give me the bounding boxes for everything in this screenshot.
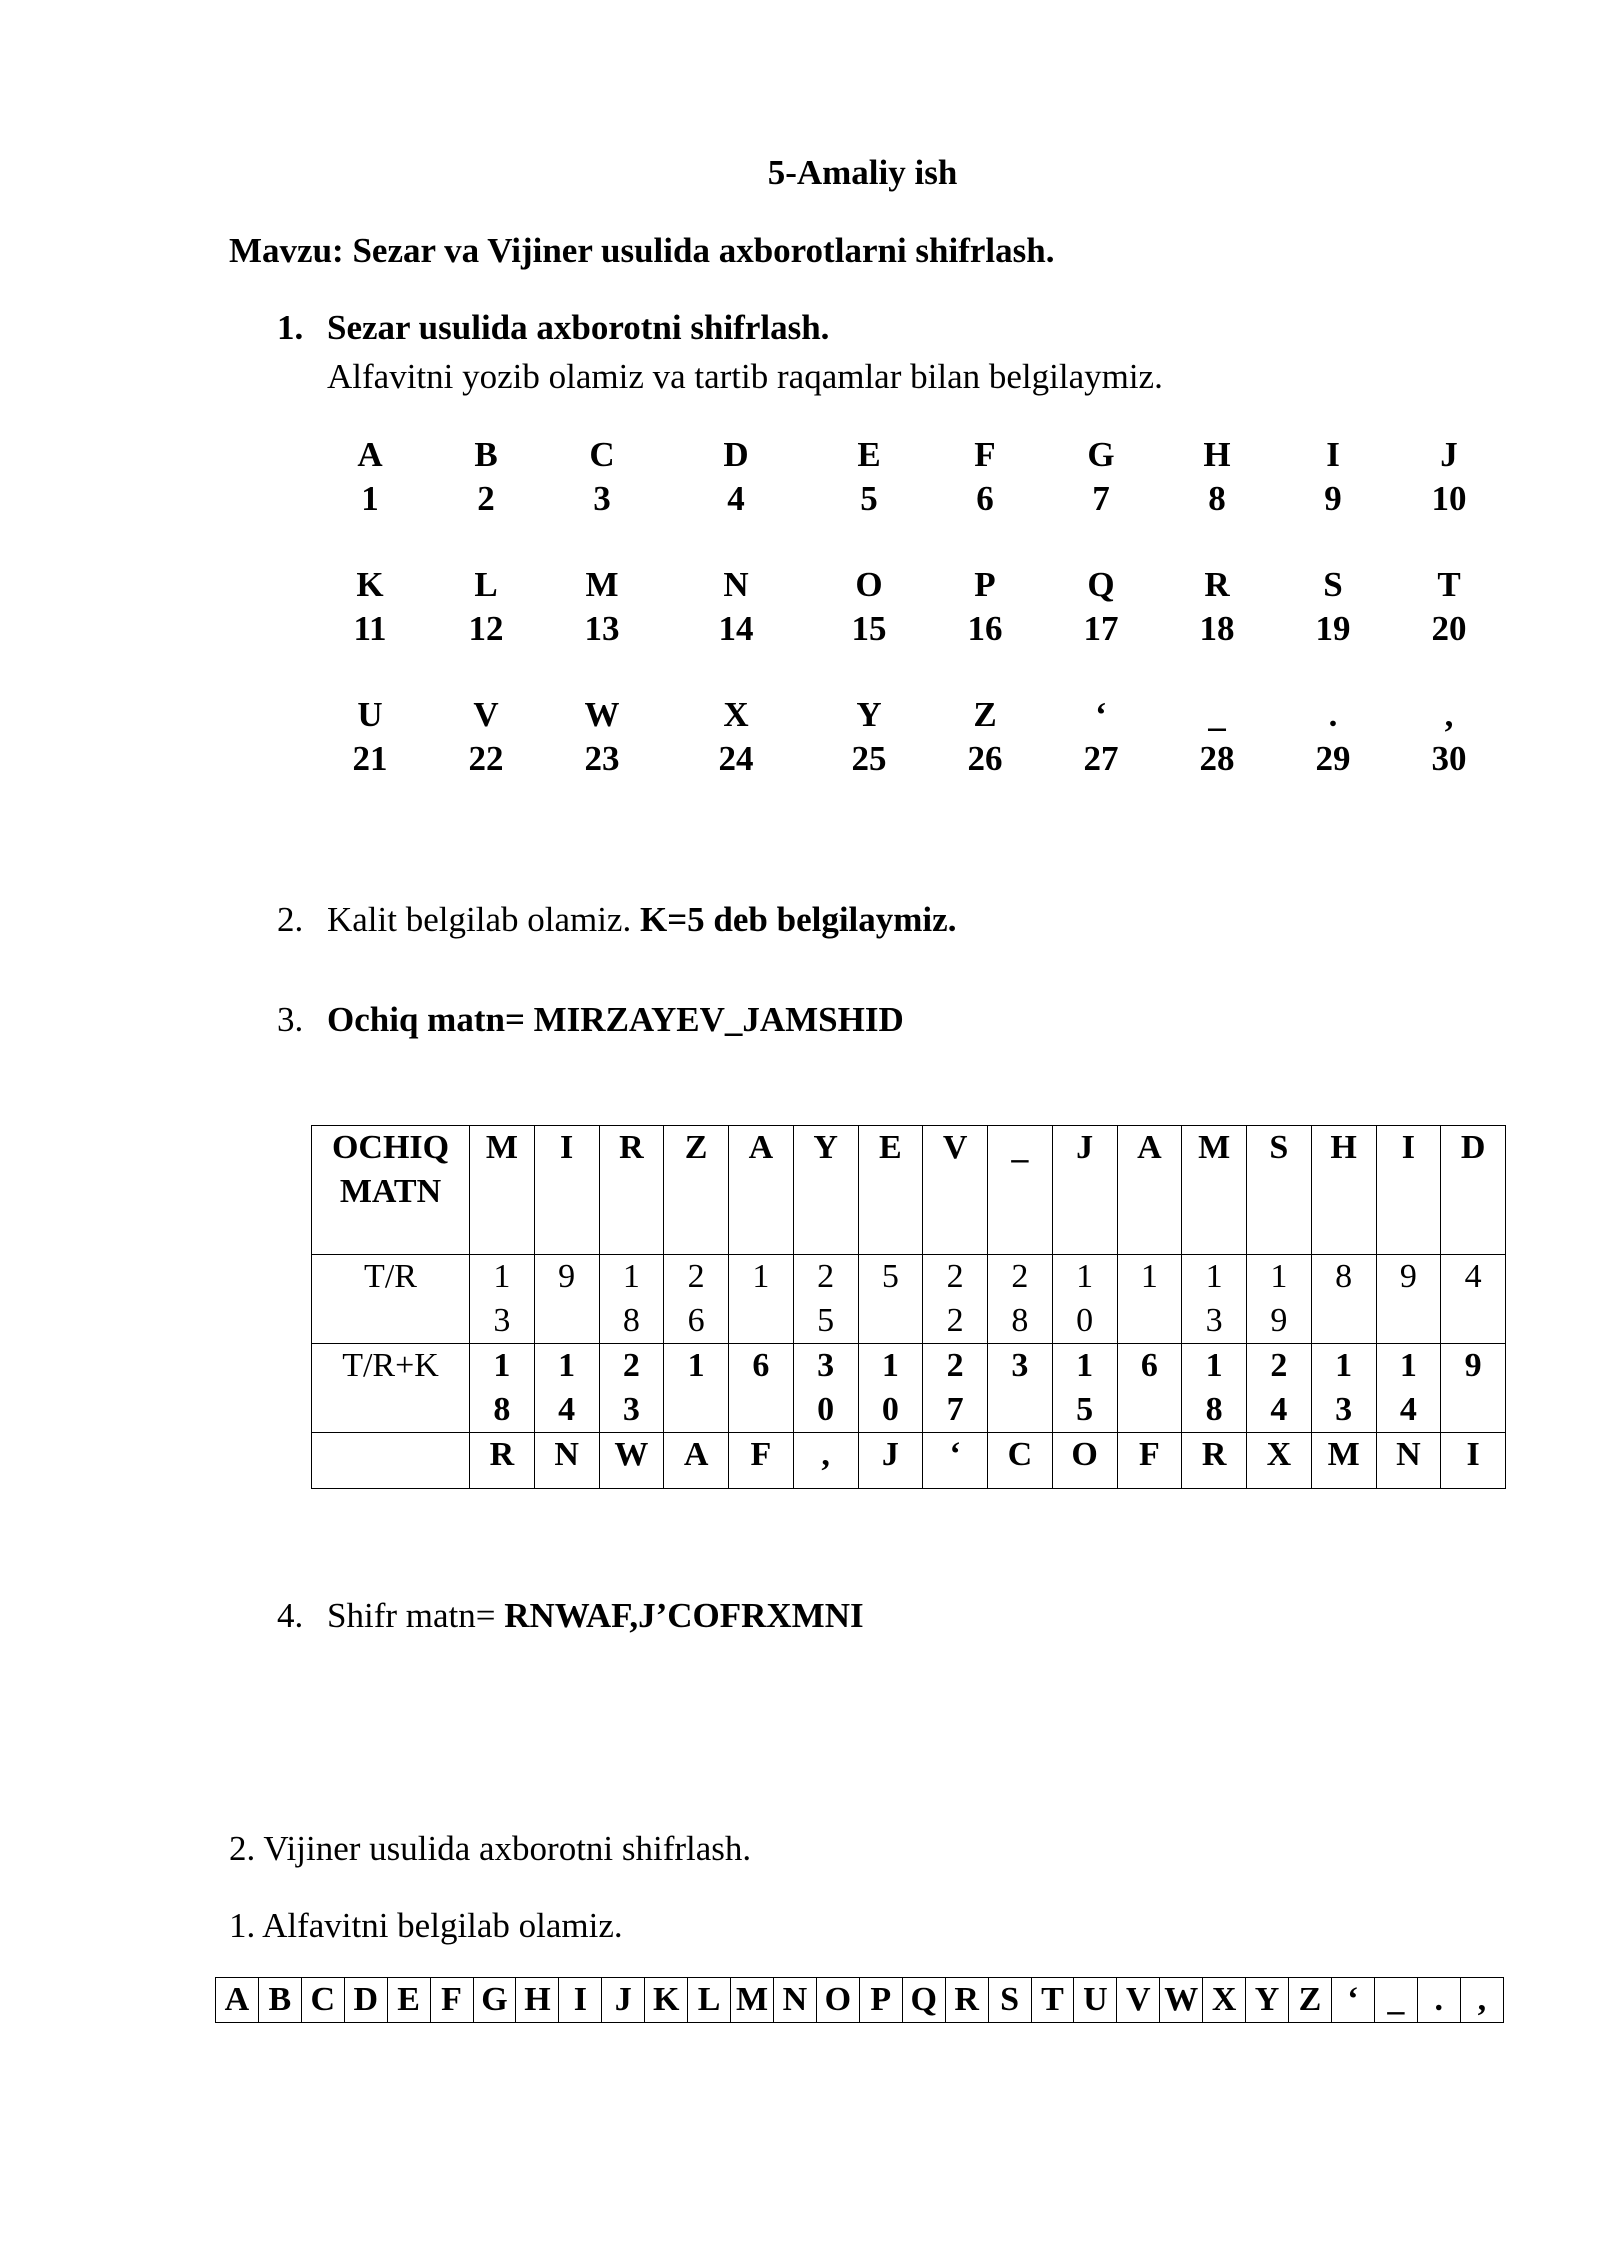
alphabet-number: 7 <box>1092 479 1110 518</box>
alphabet-number: 18 <box>1199 609 1235 648</box>
table-cell: 13 <box>1311 1344 1376 1433</box>
topic-heading: Mavzu: Sezar va Vijiner usulida axborotlarni shifrlash. <box>229 231 1055 270</box>
alphabet-table-cell: _ <box>1374 1978 1417 2023</box>
table-cell: 9 <box>1441 1344 1506 1433</box>
step4-ciphertext: RNWAF,J’COFRXMNI <box>504 1596 864 1635</box>
table-cell: 19 <box>1247 1255 1312 1344</box>
alphabet-cell <box>1177 433 1257 521</box>
table-cell: M <box>1311 1433 1376 1489</box>
alphabet-cell <box>446 693 526 781</box>
alphabet-table-cell: U <box>1074 1978 1117 2023</box>
alphabet-cell <box>1061 563 1141 651</box>
alphabet-number: 28 <box>1199 739 1235 778</box>
alphabet-table-cell: L <box>688 1978 731 2023</box>
alphabet-number: 14 <box>718 609 754 648</box>
table-cell: Z <box>664 1126 729 1255</box>
table-cell: 14 <box>534 1344 599 1433</box>
table-cell: 26 <box>664 1255 729 1344</box>
table-cell: 15 <box>1052 1344 1117 1433</box>
table-cell: V <box>923 1126 988 1255</box>
table-cell: A <box>729 1126 794 1255</box>
table-cell: I <box>1376 1126 1441 1255</box>
alphabet-number: 8 <box>1208 479 1226 518</box>
tr-row <box>312 1255 1506 1344</box>
alphabet-number: 4 <box>727 479 745 518</box>
alphabet-cell <box>1293 693 1373 781</box>
alphabet-table-cell: . <box>1417 1978 1460 2023</box>
table-cell: F <box>1117 1433 1182 1489</box>
alphabet-table-cell: P <box>859 1978 902 2023</box>
table-cell: 10 <box>1052 1255 1117 1344</box>
table-cell: 8 <box>1311 1255 1376 1344</box>
alphabet-table-cell: H <box>516 1978 559 2023</box>
section1-text: Alfavitni yozib olamiz va tartib raqamlar bilan belgilaymiz. <box>327 357 1163 396</box>
alphabet-table-cell: W <box>1160 1978 1203 2023</box>
alphabet-cell <box>1409 563 1489 651</box>
table-cell: A <box>664 1433 729 1489</box>
table-cell: , <box>793 1433 858 1489</box>
table-cell: 6 <box>729 1344 794 1433</box>
cipher-table <box>311 1125 1506 1489</box>
alphabet-letter: E <box>857 435 881 474</box>
table-cell: Y <box>793 1126 858 1255</box>
alphabet-cell <box>945 563 1025 651</box>
table-cell: M <box>1182 1126 1247 1255</box>
alphabet-cell <box>562 433 642 521</box>
alphabet-letter: M <box>585 565 619 604</box>
alphabet-number: 26 <box>967 739 1003 778</box>
alphabet-cell <box>330 433 410 521</box>
table-cell: 9 <box>1376 1255 1441 1344</box>
alphabet-table-cell: ‘ <box>1331 1978 1374 2023</box>
alphabet-letter: X <box>723 695 749 734</box>
alphabet-number: 30 <box>1431 739 1467 778</box>
alphabet-table-cell: K <box>645 1978 688 2023</box>
alphabet-letter: S <box>1323 565 1343 604</box>
table-cell: 25 <box>793 1255 858 1344</box>
page-title: 5-Amaliy ish <box>767 153 958 192</box>
table-cell: M <box>470 1126 535 1255</box>
table-cell: 28 <box>988 1255 1053 1344</box>
table-cell: R <box>1182 1433 1247 1489</box>
table-cell: _ <box>988 1126 1053 1255</box>
alphabet-letter: . <box>1328 695 1338 734</box>
ciphertext-row <box>312 1433 1506 1489</box>
alphabet-letter: W <box>584 695 620 734</box>
alphabet-table-cell: , <box>1460 1978 1503 2023</box>
table-cell: A <box>1117 1126 1182 1255</box>
alphabet-letter: T <box>1437 565 1461 604</box>
step4-text: Shifr matn= <box>327 1596 505 1635</box>
alphabet-table-cell: T <box>1031 1978 1074 2023</box>
table-cell: W <box>599 1433 664 1489</box>
step2-number: 2. <box>277 900 304 939</box>
alphabet-table-cell: E <box>387 1978 430 2023</box>
table-cell: 1 <box>1117 1255 1182 1344</box>
table-cell: J <box>858 1433 923 1489</box>
alphabet-row <box>216 1978 1504 2023</box>
table-cell: N <box>534 1433 599 1489</box>
table-cell: 4 <box>1441 1255 1506 1344</box>
table-cell: 5 <box>858 1255 923 1344</box>
alphabet-cell <box>446 563 526 651</box>
table-cell: 3 <box>988 1344 1053 1433</box>
alphabet-cell <box>1409 693 1489 781</box>
alphabet-number: 11 <box>353 609 387 648</box>
alphabet-table-cell: J <box>602 1978 645 2023</box>
alphabet-table-cell: Z <box>1289 1978 1332 2023</box>
section2-title: 2. Vijiner usulida axborotni shifrlash. <box>229 1829 752 1868</box>
alphabet-letter: H <box>1203 435 1231 474</box>
alphabet-table-cell: R <box>945 1978 988 2023</box>
section2-step1: 1. Alfavitni belgilab olamiz. <box>229 1906 623 1945</box>
table-cell: 23 <box>599 1344 664 1433</box>
alphabet-number: 5 <box>860 479 878 518</box>
table-cell: O <box>1052 1433 1117 1489</box>
alphabet-letter: F <box>974 435 996 474</box>
table-cell: 6 <box>1117 1344 1182 1433</box>
alphabet-table-cell: C <box>301 1978 344 2023</box>
table-cell: J <box>1052 1126 1117 1255</box>
alphabet-letter: V <box>473 695 499 734</box>
alphabet-letter: P <box>974 565 996 604</box>
table-cell: 1 <box>664 1344 729 1433</box>
table-cell: 18 <box>599 1255 664 1344</box>
alphabet-table-cell: A <box>216 1978 259 2023</box>
alphabet-cell <box>1061 693 1141 781</box>
table-cell: 14 <box>1376 1344 1441 1433</box>
table-cell: N <box>1376 1433 1441 1489</box>
alphabet-cell <box>945 693 1025 781</box>
row-label: T/R <box>312 1255 470 1344</box>
plaintext-row <box>312 1126 1506 1255</box>
alphabet-number: 3 <box>593 479 611 518</box>
alphabet-number: 13 <box>584 609 620 648</box>
vigenere-alphabet-table <box>215 1977 1504 2023</box>
alphabet-cell <box>1409 433 1489 521</box>
alphabet-number: 10 <box>1431 479 1467 518</box>
alphabet-letter: U <box>357 695 383 734</box>
alphabet-number: 25 <box>851 739 887 778</box>
alphabet-number: 9 <box>1324 479 1342 518</box>
alphabet-number: 19 <box>1315 609 1351 648</box>
alphabet-number: 2 <box>477 479 495 518</box>
alphabet-cell <box>1293 563 1373 651</box>
alphabet-letter: A <box>357 435 383 474</box>
alphabet-cell <box>829 433 909 521</box>
alphabet-table-cell: Q <box>902 1978 945 2023</box>
alphabet-table-cell: N <box>773 1978 816 2023</box>
alphabet-cell <box>330 693 410 781</box>
table-cell: 27 <box>923 1344 988 1433</box>
alphabet-cell <box>562 693 642 781</box>
alphabet-letter: G <box>1087 435 1115 474</box>
alphabet-cell <box>1177 693 1257 781</box>
alphabet-cell <box>562 563 642 651</box>
table-cell: H <box>1311 1126 1376 1255</box>
alphabet-letter: D <box>723 435 749 474</box>
section1-title: Sezar usulida axborotni shifrlash. <box>327 308 830 347</box>
alphabet-cell <box>330 563 410 651</box>
step3 <box>277 1000 904 1040</box>
table-cell: E <box>858 1126 923 1255</box>
alphabet-cell <box>696 693 776 781</box>
table-cell: 10 <box>858 1344 923 1433</box>
alphabet-table-cell: Y <box>1246 1978 1289 2023</box>
alphabet-cell <box>446 433 526 521</box>
alphabet-letter: R <box>1204 565 1230 604</box>
table-cell: S <box>1247 1126 1312 1255</box>
alphabet-cell <box>1061 433 1141 521</box>
alphabet-letter: B <box>474 435 498 474</box>
alphabet-number: 15 <box>851 609 887 648</box>
alphabet-number: 22 <box>468 739 504 778</box>
table-cell: R <box>599 1126 664 1255</box>
alphabet-table-cell: D <box>344 1978 387 2023</box>
step4-number: 4. <box>277 1596 304 1635</box>
alphabet-letter: , <box>1444 695 1454 734</box>
alphabet-letter: C <box>589 435 615 474</box>
alphabet-cell <box>696 433 776 521</box>
alphabet-table-cell: M <box>731 1978 774 2023</box>
alphabet-number: 17 <box>1083 609 1119 648</box>
table-cell: 18 <box>1182 1344 1247 1433</box>
table-cell: 18 <box>470 1344 535 1433</box>
alphabet-number: 24 <box>718 739 754 778</box>
table-cell: I <box>1441 1433 1506 1489</box>
alphabet-letter: I <box>1326 435 1340 474</box>
alphabet-cell <box>1177 563 1257 651</box>
alphabet-number: 21 <box>352 739 388 778</box>
alphabet-table-cell: F <box>430 1978 473 2023</box>
alphabet-letter: J <box>1440 435 1458 474</box>
step3-number: 3. <box>277 1000 304 1039</box>
section1-heading <box>277 307 829 349</box>
step3-plaintext: Ochiq matn= MIRZAYEV_JAMSHID <box>327 1000 904 1039</box>
alphabet-cell <box>696 563 776 651</box>
alphabet-letter: Z <box>973 695 997 734</box>
alphabet-letter: N <box>723 565 749 604</box>
alphabet-letter: O <box>855 565 883 604</box>
table-cell: 13 <box>1182 1255 1247 1344</box>
alphabet-table-cell: X <box>1203 1978 1246 2023</box>
alphabet-table-cell: O <box>816 1978 859 2023</box>
step2-text: Kalit belgilab olamiz. <box>327 900 640 939</box>
alphabet-letter: L <box>474 565 498 604</box>
alphabet-cell <box>829 563 909 651</box>
table-cell: 1 <box>729 1255 794 1344</box>
table-cell: C <box>988 1433 1053 1489</box>
alphabet-table-cell: G <box>473 1978 516 2023</box>
alphabet-number: 1 <box>361 479 379 518</box>
step2 <box>277 900 956 940</box>
row-label <box>312 1433 470 1489</box>
alphabet-letter: Q <box>1087 565 1115 604</box>
alphabet-cell <box>945 433 1025 521</box>
alphabet-cell <box>1293 433 1373 521</box>
table-cell: X <box>1247 1433 1312 1489</box>
table-cell: 22 <box>923 1255 988 1344</box>
alphabet-letter: K <box>356 565 384 604</box>
row-label: OCHIQ MATN <box>312 1126 470 1255</box>
row-label: T/R+K <box>312 1344 470 1433</box>
alphabet-table-cell: V <box>1117 1978 1160 2023</box>
alphabet-table-cell: I <box>559 1978 602 2023</box>
alphabet-letter: ‘ <box>1095 695 1107 734</box>
trk-row <box>312 1344 1506 1433</box>
alphabet-table-cell: B <box>258 1978 301 2023</box>
alphabet-table-cell: S <box>988 1978 1031 2023</box>
alphabet-cell <box>829 693 909 781</box>
alphabet-letter: _ <box>1208 695 1226 734</box>
section1-number: 1. <box>277 308 304 347</box>
table-cell: 13 <box>470 1255 535 1344</box>
alphabet-number: 12 <box>468 609 504 648</box>
alphabet-number: 6 <box>976 479 994 518</box>
step4 <box>277 1596 864 1636</box>
alphabet-letter: Y <box>856 695 882 734</box>
alphabet-number: 29 <box>1315 739 1351 778</box>
table-cell: ‘ <box>923 1433 988 1489</box>
alphabet-number: 23 <box>584 739 620 778</box>
alphabet-number: 20 <box>1431 609 1467 648</box>
table-cell: D <box>1441 1126 1506 1255</box>
table-cell: 24 <box>1247 1344 1312 1433</box>
alphabet-number: 27 <box>1083 739 1119 778</box>
table-cell: 9 <box>534 1255 599 1344</box>
alphabet-number: 16 <box>967 609 1003 648</box>
table-cell: R <box>470 1433 535 1489</box>
table-cell: I <box>534 1126 599 1255</box>
table-cell: 30 <box>793 1344 858 1433</box>
step2-key: K=5 deb belgilaymiz. <box>639 900 957 939</box>
table-cell: F <box>729 1433 794 1489</box>
